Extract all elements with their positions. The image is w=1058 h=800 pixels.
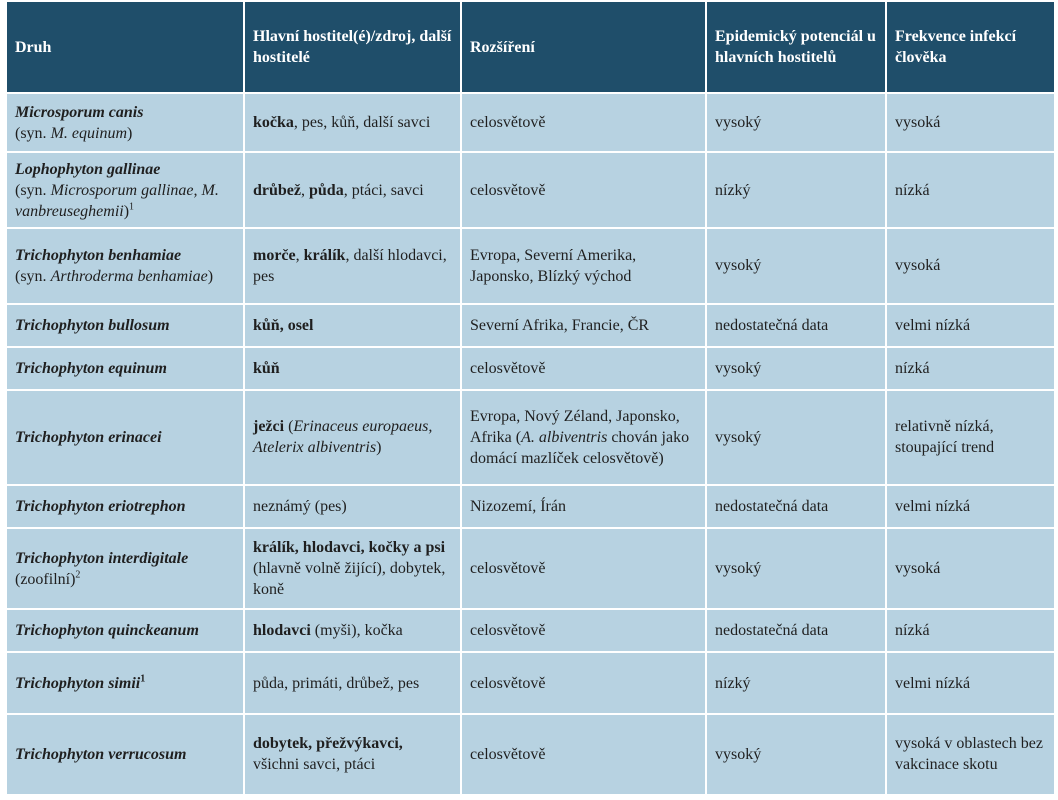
cell-distribution: Severní Afrika, Francie, ČR	[461, 304, 706, 347]
cell-distribution: celosvětově	[461, 152, 706, 228]
header-epidemic-potential: Epidemický potenciál u hlavních hostitelů	[706, 1, 886, 93]
species-table	[5, 0, 1056, 796]
cell-hosts: neznámý (pes)	[244, 485, 461, 528]
cell-human-frequency: nízká	[886, 152, 1055, 228]
header-human-frequency: Frekvence infekcí člověka	[886, 1, 1055, 93]
cell-species: Lophophyton gallinae (syn. Microsporum gallinae, M. vanbreuseghemii)$^1$	[6, 152, 244, 228]
cell-species: Trichophyton simii$^1$	[6, 652, 244, 714]
cell-epidemic-potential: vysoký	[706, 228, 886, 304]
cell-distribution: celosvětově	[461, 609, 706, 652]
table-row	[6, 528, 1055, 609]
cell-hosts: králík, hlodavci, kočky a psi (hlavně volně žijící), dobytek, koně	[244, 528, 461, 609]
species-synonym: (syn. Arthroderma benhamiae)	[15, 267, 214, 285]
cell-distribution: celosvětově	[461, 652, 706, 714]
table-row	[6, 714, 1055, 795]
species-synonym: (syn. M. equinum)	[15, 124, 133, 142]
cell-species: Microsporum canis (syn. M. equinum)	[6, 93, 244, 152]
cell-hosts: dobytek, přežvýkavci, všichni savci, ptáci	[244, 714, 461, 795]
table-row	[6, 304, 1055, 347]
cell-species: Trichophyton interdigitale (zoofilní)$^2$	[6, 528, 244, 609]
cell-hosts: kůň, osel	[244, 304, 461, 347]
cell-human-frequency: relativně nízká, stoupající trend	[886, 390, 1055, 485]
cell-hosts: hlodavci (myši), kočka	[244, 609, 461, 652]
cell-distribution: celosvětově	[461, 93, 706, 152]
cell-human-frequency: vysoká	[886, 528, 1055, 609]
cell-human-frequency: velmi nízká	[886, 652, 1055, 714]
cell-human-frequency: vysoká	[886, 93, 1055, 152]
cell-distribution: Nizozemí, Írán	[461, 485, 706, 528]
cell-epidemic-potential: vysoký	[706, 93, 886, 152]
cell-epidemic-potential: vysoký	[706, 528, 886, 609]
cell-epidemic-potential: nízký	[706, 152, 886, 228]
cell-epidemic-potential: vysoký	[706, 347, 886, 390]
cell-hosts: kůň	[244, 347, 461, 390]
cell-hosts: drůbež, půda, ptáci, savci	[244, 152, 461, 228]
cell-species: Trichophyton bullosum	[6, 304, 244, 347]
cell-human-frequency: vysoká	[886, 228, 1055, 304]
cell-hosts: kočka, pes, kůň, další savci	[244, 93, 461, 152]
cell-species: Trichophyton erinacei	[6, 390, 244, 485]
cell-epidemic-potential: nedostatečná data	[706, 609, 886, 652]
cell-human-frequency: nízká	[886, 609, 1055, 652]
species-synonym: (syn. Microsporum gallinae, M. vanbreuseghemii)$^1$	[15, 181, 219, 220]
cell-distribution: celosvětově	[461, 714, 706, 795]
cell-distribution: celosvětově	[461, 347, 706, 390]
table-row	[6, 347, 1055, 390]
table-row	[6, 485, 1055, 528]
table-body	[6, 93, 1055, 795]
header-hosts: Hlavní hostitel(é)/zdroj, další hostitelé	[244, 1, 461, 93]
header-distribution: Rozšíření	[461, 1, 706, 93]
table-row	[6, 93, 1055, 152]
cell-distribution: Evropa, Nový Zéland, Japonsko, Afrika (A. albiventris chován jako domácí mazlíček celosvětově)	[461, 390, 706, 485]
cell-species: Trichophyton quinckeanum	[6, 609, 244, 652]
cell-distribution: Evropa, Severní Amerika, Japonsko, Blízký východ	[461, 228, 706, 304]
cell-hosts: morče, králík, další hlodavci, pes	[244, 228, 461, 304]
table-row	[6, 152, 1055, 228]
cell-species: Trichophyton verrucosum	[6, 714, 244, 795]
cell-hosts: ježci (Erinaceus europaeus, Atelerix albiventris)	[244, 390, 461, 485]
cell-species: Trichophyton benhamiae (syn. Arthroderma benhamiae)	[6, 228, 244, 304]
table-row	[6, 609, 1055, 652]
table-header	[6, 1, 1055, 93]
cell-epidemic-potential: vysoký	[706, 390, 886, 485]
header-species: Druh	[6, 1, 244, 93]
cell-human-frequency: velmi nízká	[886, 304, 1055, 347]
cell-human-frequency: nízká	[886, 347, 1055, 390]
cell-distribution: celosvětově	[461, 528, 706, 609]
table-row	[6, 228, 1055, 304]
cell-epidemic-potential: vysoký	[706, 714, 886, 795]
cell-human-frequency: vysoká v oblastech bez vakcinace skotu	[886, 714, 1055, 795]
cell-epidemic-potential: nízký	[706, 652, 886, 714]
table-row	[6, 390, 1055, 485]
header-row	[6, 1, 1055, 93]
species-synonym: (zoofilní)$^2$	[15, 569, 81, 588]
cell-species: Trichophyton equinum	[6, 347, 244, 390]
table-row	[6, 652, 1055, 714]
cell-epidemic-potential: nedostatečná data	[706, 485, 886, 528]
cell-human-frequency: velmi nízká	[886, 485, 1055, 528]
cell-hosts: půda, primáti, drůbež, pes	[244, 652, 461, 714]
cell-species: Trichophyton eriotrephon	[6, 485, 244, 528]
cell-epidemic-potential: nedostatečná data	[706, 304, 886, 347]
